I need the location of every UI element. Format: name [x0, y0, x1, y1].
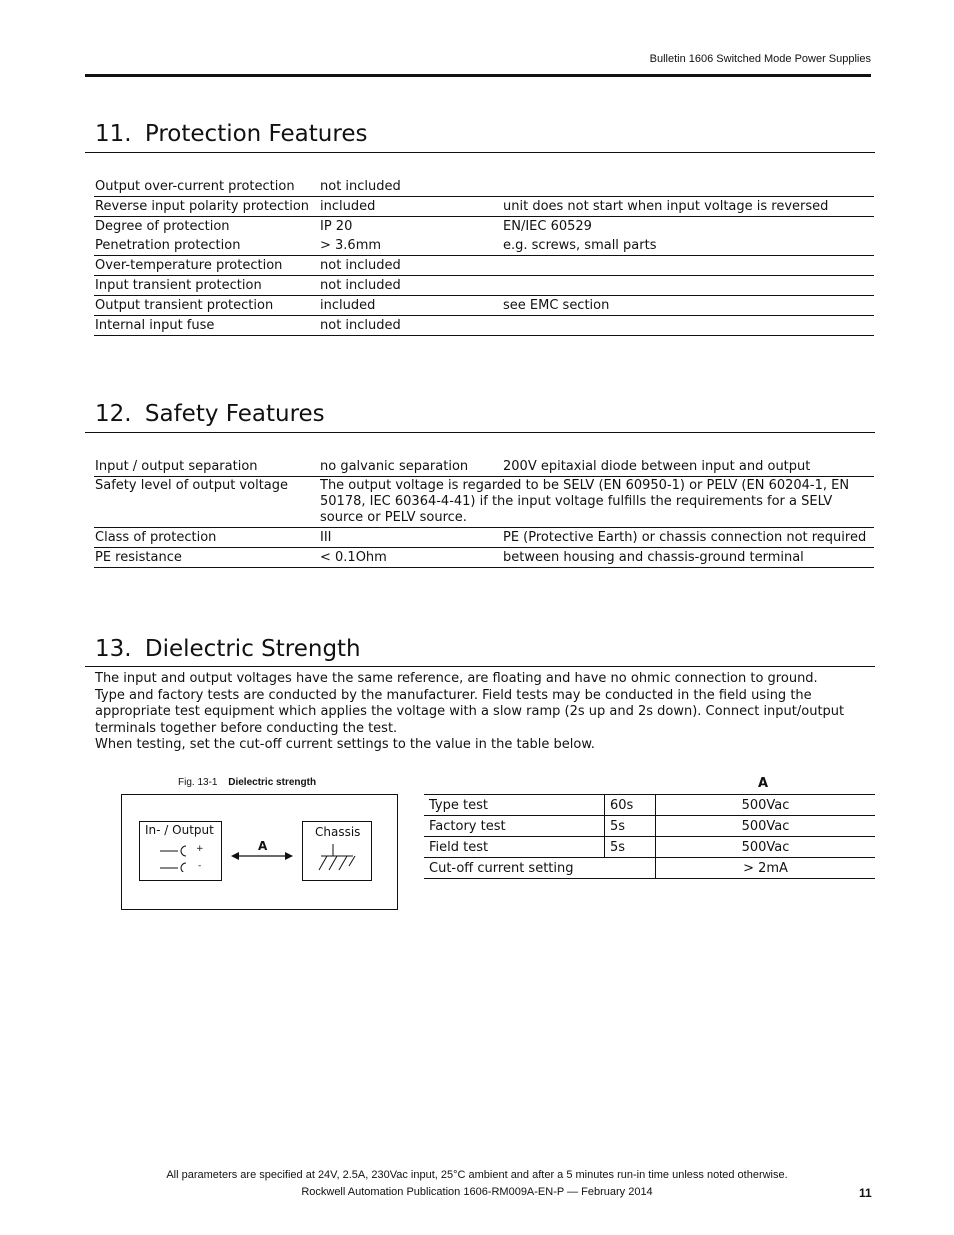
protection-value: included	[320, 199, 376, 214]
section-12-rule	[85, 432, 875, 433]
dielectric-text	[95, 671, 855, 754]
test-name: Type test	[424, 795, 605, 816]
safety-param: Safety level of output voltage	[95, 478, 289, 493]
protection-value: not included	[320, 179, 401, 194]
protection-value: not included	[320, 258, 401, 273]
test-duration: 60s	[605, 795, 656, 816]
protection-note	[502, 256, 874, 276]
terminal-icon	[158, 842, 198, 872]
column-a-header: A	[758, 776, 769, 791]
chassis-label: Chassis	[315, 825, 361, 839]
safety-value: < 0.1Ohm	[320, 550, 387, 565]
cutoff-current: > 2mA	[656, 858, 876, 879]
figure-number: Fig. 13-1	[178, 777, 218, 788]
protection-note	[502, 316, 874, 336]
protection-note: see EMC section	[503, 298, 610, 313]
minus-symbol: -	[198, 861, 202, 871]
safety-param: Input / output separation	[95, 459, 258, 474]
table-row	[94, 197, 874, 217]
table-row	[424, 816, 875, 837]
protection-param: Internal input fuse	[95, 318, 215, 333]
paragraph: The input and output voltages have the same reference, are floating and have no ohmic connection to ground.	[95, 671, 818, 686]
footer-publication: Rockwell Automation Publication 1606-RM009A-EN-P — February 2014	[301, 1186, 653, 1198]
table-row	[94, 256, 874, 276]
inout-block	[139, 821, 222, 881]
protection-value: IP 20	[320, 219, 353, 234]
dielectric-table	[424, 794, 875, 879]
test-name: Field test	[424, 837, 605, 858]
safety-param: Class of protection	[95, 530, 217, 545]
protection-param: Degree of protection	[95, 219, 230, 234]
table-row	[94, 217, 874, 237]
ground-icon	[317, 842, 357, 874]
protection-note	[502, 179, 874, 197]
test-voltage: 500Vac	[656, 816, 876, 837]
inout-label: In- / Output	[145, 823, 214, 837]
safety-note: PE (Protective Earth) or chassis connection not required	[503, 530, 867, 545]
arrow-label: A	[258, 839, 268, 853]
test-name: Cut-off current setting	[424, 858, 656, 879]
section-13-heading	[95, 636, 361, 662]
table-row	[94, 459, 874, 477]
test-duration: 5s	[605, 816, 656, 837]
protection-value: not included	[320, 318, 401, 333]
protection-value: > 3.6mm	[320, 238, 382, 253]
section-13-rule	[85, 666, 875, 667]
safety-value: III	[320, 530, 332, 545]
paragraph: Type and factory tests are conducted by the manufacturer. Field tests may be conducted in the field using the appropriate test equipment which applies the voltage with a slow ramp (2s up and 2s down). Connect input/output terminals together before conducting the test.	[95, 687, 845, 736]
section-13-number: 13.	[95, 636, 132, 662]
table-row	[424, 858, 875, 879]
section-11-heading	[95, 121, 367, 147]
safety-param: PE resistance	[95, 550, 182, 565]
table-row	[94, 276, 874, 296]
section-11-number: 11.	[95, 121, 132, 147]
table-row	[94, 179, 874, 197]
section-12-number: 12.	[95, 401, 132, 427]
table-row	[94, 477, 874, 528]
figure-title: Dielectric strength	[228, 777, 317, 788]
table-row	[424, 795, 875, 816]
protection-note: e.g. screws, small parts	[503, 238, 657, 253]
figure-caption	[178, 777, 316, 788]
protection-table	[94, 179, 874, 336]
paragraph: When testing, set the cut-off current settings to the value in the table below.	[95, 737, 595, 752]
protection-param: Over-temperature protection	[95, 258, 283, 273]
protection-param: Output transient protection	[95, 298, 274, 313]
test-voltage: 500Vac	[656, 795, 876, 816]
safety-note: between housing and chassis-ground terminal	[503, 550, 804, 565]
protection-param: Penetration protection	[95, 238, 241, 253]
page-number: 11	[859, 1186, 872, 1200]
footer-note: All parameters are specified at 24V, 2.5A, 230Vac input, 25°C ambient and after a 5 minutes run-in time unless noted otherwise.	[166, 1169, 788, 1181]
protection-note: EN/IEC 60529	[503, 219, 592, 234]
test-duration: 5s	[605, 837, 656, 858]
protection-note: unit does not start when input voltage is reversed	[503, 199, 829, 214]
table-row	[424, 837, 875, 858]
table-row	[94, 316, 874, 336]
section-12-heading	[95, 401, 325, 427]
running-header: Bulletin 1606 Switched Mode Power Supplies	[649, 53, 871, 65]
table-row	[94, 528, 874, 548]
safety-note: 200V epitaxial diode between input and output	[503, 459, 811, 474]
safety-value: no galvanic separation	[320, 459, 469, 474]
section-12-title: Safety Features	[144, 401, 325, 427]
header-rule	[85, 74, 871, 77]
protection-param: Output over-current protection	[95, 179, 295, 194]
table-row	[94, 236, 874, 256]
section-11-title: Protection Features	[144, 121, 368, 147]
protection-param: Input transient protection	[95, 278, 262, 293]
protection-note	[502, 276, 874, 296]
protection-value: included	[320, 298, 376, 313]
section-13-title: Dielectric Strength	[144, 636, 361, 662]
safety-value: The output voltage is regarded to be SELV (EN 60950-1) or PELV (EN 60204-1, EN 50178, IEC 60364-4-41) if the input voltage fulfills the requirements for a SELV source or PELV source.	[320, 478, 850, 525]
table-row	[94, 548, 874, 568]
protection-param: Reverse input polarity protection	[95, 199, 310, 214]
chassis-block	[302, 821, 372, 881]
section-11-rule	[85, 152, 875, 153]
safety-table	[94, 459, 874, 568]
double-arrow-icon	[230, 849, 294, 863]
protection-value: not included	[320, 278, 401, 293]
test-voltage: 500Vac	[656, 837, 876, 858]
table-row	[94, 296, 874, 316]
test-name: Factory test	[424, 816, 605, 837]
plus-symbol: +	[196, 844, 204, 854]
